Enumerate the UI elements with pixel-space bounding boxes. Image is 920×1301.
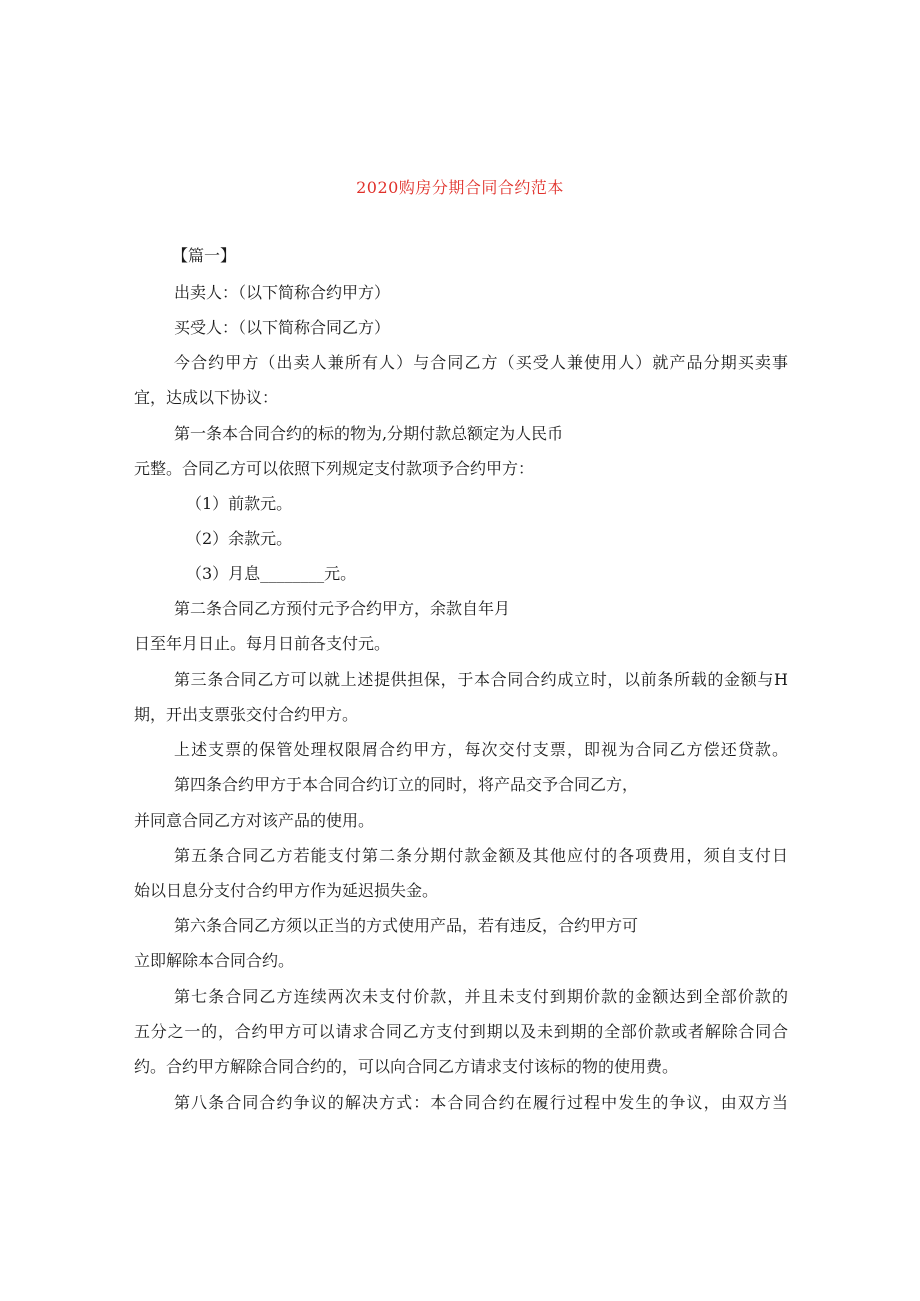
- preamble-line-1: 今合约甲方（出卖人兼所有人）与合同乙方（买受人兼使用人）就产品分期买卖事: [174, 353, 788, 372]
- article-7-line-3: 约。合约甲方解除合同合约的，可以向合同乙方请求支付该标的物的使用费。: [134, 1057, 679, 1076]
- article-6-line-1: 第六条合同乙方须以正当的方式使用产品，若有违反，合约甲方可: [174, 916, 639, 935]
- article-4-line-1: 第四条合约甲方于本合同合约订立的同时，将产品交予合同乙方，: [174, 775, 639, 794]
- article-8-line-1: 第八条合同合约争议的解决方式：本合同合约在履行过程中发生的争议，由双方当: [174, 1093, 788, 1112]
- article-1-line-2: 元整。合同乙方可以依照下列规定支付款项予合约甲方：: [134, 459, 535, 478]
- article-1-item-2: （2）余款元。: [186, 529, 293, 548]
- article-3-line-1: 第三条合同乙方可以就上述提供担保，于本合同合约成立时，以前条所载的金额与H: [174, 670, 788, 689]
- preamble-line-2: 宜，达成以下协议：: [134, 388, 279, 407]
- cheque-custody-line: 上述支票的保管处理权限屑合约甲方，每次交付支票，即视为合同乙方偿还贷款。: [174, 740, 788, 759]
- section-heading: 【篇一】: [172, 246, 237, 265]
- article-7-line-1: 第七条合同乙方连续两次未支付价款，并且未支付到期价款的金额达到全部价款的: [174, 987, 788, 1006]
- seller-line: 出卖人：（以下简称合约甲方）: [174, 283, 391, 302]
- buyer-line: 买受人：（以下简称合同乙方）: [174, 318, 391, 337]
- article-2-line-1: 第二条合同乙方预付元予合约甲方，余款自年月: [174, 599, 511, 618]
- article-6-line-2: 立即解除本合同合约。: [134, 951, 295, 970]
- article-4-line-2: 并同意合同乙方对该产品的使用。: [134, 811, 375, 830]
- article-2-line-2: 日至年月日止。每月日前各支付元。: [134, 634, 391, 653]
- article-3-line-2: 期，开出支票张交付合约甲方。: [134, 705, 359, 724]
- article-5-line-1: 第五条合同乙方若能支付第二条分期付款金额及其他应付的各项费用，须自支付日: [174, 846, 788, 865]
- article-1-item-1: （1）前款元。: [186, 494, 293, 513]
- article-1-item-3: （3）月息________元。: [186, 564, 357, 583]
- article-7-line-2: 五分之一的，合约甲方可以请求合同乙方支付到期以及未到期的全部价款或者解除合同合: [134, 1022, 788, 1041]
- article-1-line-1: 第一条本合同合约的标的物为,分期付款总额定为人民币: [174, 424, 564, 443]
- article-5-line-2: 始以日息分支付合约甲方作为延迟损失金。: [134, 881, 439, 900]
- document-title: 2020购房分期合同合约范本: [356, 178, 564, 197]
